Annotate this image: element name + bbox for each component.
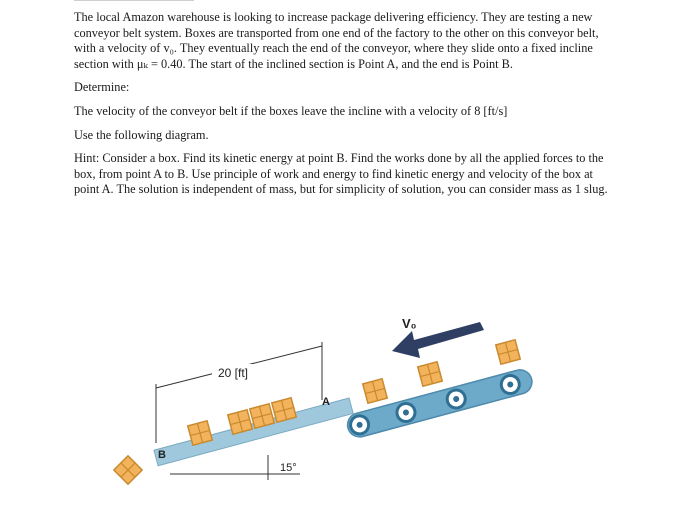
page-margin xyxy=(0,0,58,521)
problem-text xyxy=(74,10,614,206)
velocity-label: V₀ xyxy=(402,316,417,331)
conveyor-diagram xyxy=(100,308,550,508)
point-b-label: B xyxy=(158,449,166,461)
determine-label: Determine: xyxy=(74,80,130,95)
conveyor-diagram-svg xyxy=(100,308,550,508)
top-divider xyxy=(74,0,194,1)
length-label: 20 [ft] xyxy=(218,366,249,380)
hint-paragraph: Hint: Consider a box. Find its kinetic energy at point B. Find the works done by all the applied forces to the box, from point A to B. Use principle of work and energy to find kinetic energy and velocity of the box at point A. The solution is independent of mass, but for simplicity of solution, you can consider mass as 1 slug. xyxy=(74,151,608,197)
intro-paragraph: The local Amazon warehouse is looking to increase package delivering efficiency. They are testing a new conveyor belt system. Boxes are transported from one end of the factory to the other on this conveyor belt, with a velocity of v₀. They eventually reach the end of the conveyor, where they slide onto a fixed incline section with μₖ = 0.40. The start of the inclined section is Point A, and the end is Point B. xyxy=(74,10,599,71)
diagram-instruction: Use the following diagram. xyxy=(74,127,209,142)
falling-box xyxy=(114,456,142,484)
angle-label: 15° xyxy=(280,462,297,474)
point-a-label: A xyxy=(322,396,330,408)
question-paragraph: The velocity of the conveyor belt if the boxes leave the incline with a velocity of 8 [ft/s] xyxy=(74,103,508,118)
